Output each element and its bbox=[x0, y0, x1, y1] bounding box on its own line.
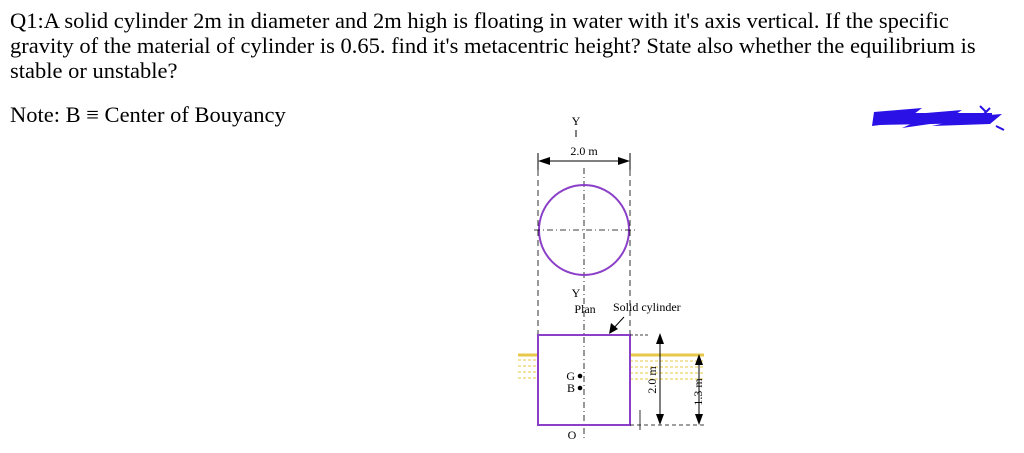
depth-label: 1.3 m bbox=[691, 378, 705, 406]
note-text: Note: B ≡ Center of Bouyancy bbox=[10, 102, 286, 127]
solid-cylinder-label: Solid cylinder bbox=[613, 300, 681, 314]
diameter-label: 2.0 m bbox=[570, 144, 598, 158]
plan-label: Plan bbox=[574, 302, 596, 316]
b-label: B bbox=[566, 381, 575, 395]
g-point bbox=[578, 374, 583, 379]
g-label: G bbox=[566, 369, 575, 383]
cylinder-figure bbox=[510, 110, 720, 453]
ink-scribble bbox=[862, 100, 1012, 140]
b-point bbox=[578, 386, 583, 391]
height-label: 2.0 m bbox=[645, 366, 659, 394]
question-text: Q1:A solid cylinder 2m in diameter and 2m high is floating in water with it's axis vertical. If the specific gravity of the material of cylinder is 0.65. find it's metacentric height? State also whether the equilibrium is stable or unstable? bbox=[10, 8, 976, 83]
o-label: O bbox=[567, 428, 577, 442]
axis-y-top-label: Y bbox=[571, 114, 581, 128]
axis-y-bottom-label: Y bbox=[571, 286, 581, 300]
solid-cylinder-arrow bbox=[609, 317, 624, 334]
water-surface bbox=[518, 355, 704, 379]
